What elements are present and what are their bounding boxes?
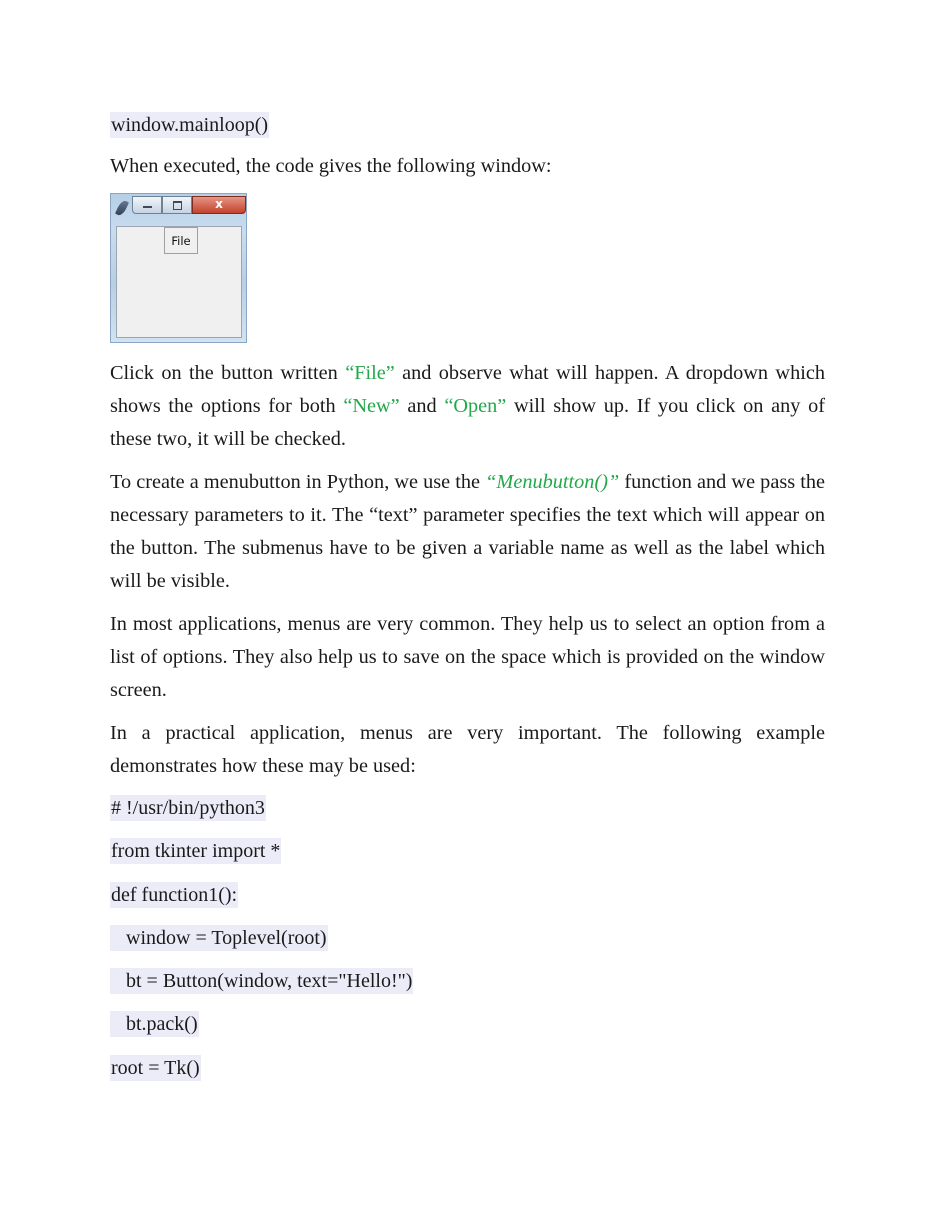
code-shebang: # !/usr/bin/python3 bbox=[111, 797, 265, 819]
feather-icon bbox=[115, 199, 129, 217]
code-block bbox=[110, 795, 825, 1081]
paragraph-menubutton bbox=[110, 466, 825, 598]
code-line bbox=[110, 1011, 825, 1037]
code-mainloop: window.mainloop() bbox=[111, 114, 269, 136]
code-pack: bt.pack() bbox=[111, 1013, 198, 1036]
text-run: and observe what will happen. A dropdown which shows the options for both bbox=[110, 362, 825, 417]
highlight-menubutton-function: “Menubutton()” bbox=[485, 471, 620, 493]
code-toplevel: window = Toplevel(root) bbox=[111, 926, 327, 949]
code-line bbox=[110, 112, 825, 138]
highlight-new: “New” bbox=[343, 395, 400, 417]
code-def: def function1(): bbox=[111, 883, 238, 906]
text-run: and bbox=[399, 395, 445, 417]
code-line bbox=[110, 1055, 825, 1081]
code-line bbox=[110, 795, 825, 821]
maximize-icon bbox=[162, 196, 192, 214]
code-line bbox=[110, 925, 825, 951]
minimize-icon bbox=[132, 196, 162, 214]
code-import: from tkinter import * bbox=[111, 840, 281, 863]
paragraph-menus-common: In most applications, menus are very common. They help us to select an option from a list of options. They also help us to save on the space which is provided on the window screen. bbox=[110, 613, 825, 701]
code-root: root = Tk() bbox=[111, 1056, 200, 1079]
window-controls bbox=[132, 196, 246, 214]
document-page bbox=[110, 112, 825, 1098]
highlight-file: “File” bbox=[345, 362, 395, 384]
text-run: function and we pass the necessary parameters to it. The “text” parameter specifies the text which will appear on the button. The submenus have to be given a variable name as well as the label which will be visible. bbox=[110, 471, 825, 592]
intro-text: When executed, the code gives the following window: bbox=[110, 155, 552, 177]
highlight-open: “Open” bbox=[444, 395, 507, 417]
window-client-area bbox=[116, 226, 242, 338]
code-line bbox=[110, 968, 825, 994]
paragraph-click-file bbox=[110, 357, 825, 456]
code-line bbox=[110, 838, 825, 864]
tk-window-screenshot bbox=[110, 193, 247, 343]
text-run: will show up. If you click on any of these two, it will be checked. bbox=[110, 395, 825, 450]
code-line bbox=[110, 882, 825, 908]
text-run: Click on the button written bbox=[110, 362, 346, 384]
text-run: To create a menubutton in Python, we use the bbox=[110, 471, 486, 493]
close-icon: x bbox=[192, 196, 246, 214]
code-button: bt = Button(window, text="Hello!") bbox=[111, 970, 413, 993]
file-menubutton: File bbox=[164, 227, 198, 254]
paragraph-practical: In a practical application, menus are very important. The following example demonstrates how these may be used: bbox=[110, 722, 825, 777]
